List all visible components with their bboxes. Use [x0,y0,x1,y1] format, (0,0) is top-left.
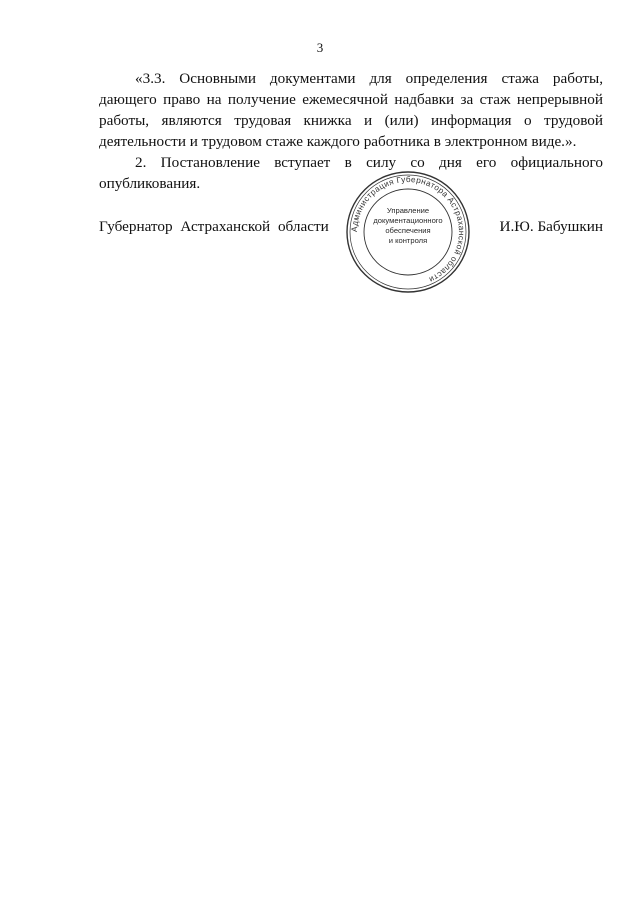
signatory-name: И.Ю. Бабушкин [499,218,603,235]
official-stamp [343,168,473,296]
stamp-line-2: документационного [373,216,443,225]
stamp-line-1: Управление [386,206,430,215]
stamp-line-4: и контроля [388,236,428,245]
page-number: 3 [316,40,324,55]
paragraph-entry-into-force: 2. Постановление вступает в силу со дня его официального опубликования. [99,154,603,192]
paragraph-amendment-3-3: «3.3. Основными документами для определения стажа работы, дающего право на получение ежемесячной надбавки за стаж непрерывной работы, являются трудовая книжка и (или) информация о трудовой деятельности и трудовом стаже каждого работника в электронном виде.». [99,70,603,150]
stamp-center-text [365,206,451,246]
stamp-ring-textpath: Администрация Губернатора Астраханской области [349,174,467,285]
stamp-line-3: обеспечения [385,226,431,235]
signatory-title: Губернатор Астраханской области [99,218,329,235]
